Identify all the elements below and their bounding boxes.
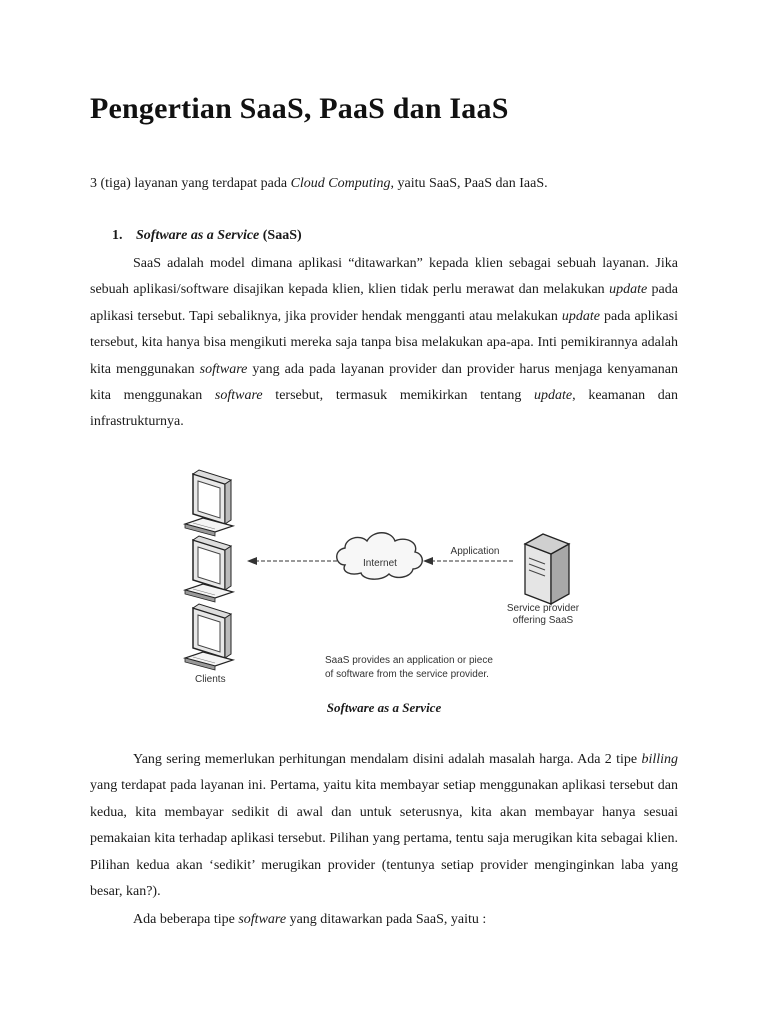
client-computer-icon <box>185 470 233 536</box>
emphasis-run: software <box>238 912 287 927</box>
text-run: , keamanan dan infrastrukturnya. <box>90 388 678 430</box>
internet-cloud-icon <box>337 533 423 579</box>
text-run: pada aplikasi tersebut. Tapi sebaliknya, jika provider hendak mengganti atau melakukan <box>90 282 678 324</box>
paragraph-billing <box>90 747 678 905</box>
section-heading-saas <box>112 228 302 244</box>
section-title-rest: (SaaS) <box>259 228 302 243</box>
server-icon <box>525 534 569 604</box>
saas-note-line2: of software from the service provider. <box>325 669 489 680</box>
page-title: Pengertian SaaS, PaaS dan IaaS <box>90 92 509 125</box>
figure-caption: Software as a Service <box>326 700 442 715</box>
section-title-emphasis: Software as a Service <box>136 228 260 243</box>
arrow-head-left <box>423 557 433 565</box>
saas-note-line1: SaaS provides an application or piece <box>325 655 493 666</box>
text-run: yang terdapat pada layanan ini. Pertama, yaitu kita membayar setiap menggunakan aplikasi tersebut dan kedua, kita membayar sedikit di awal dan untuk seterusnya, kita akan membayar hanya sesuai pemakaian kita terhadap aplikasi tersebut. Pilihan yang pertama, tentu saja merugikan kita sebagai klien. Pilihan kedua akan ‘sedikit’ merugikan provider (tentunya setiap provider menginginkan laba yang besar, kan?). <box>90 778 678 900</box>
clients-label: Clients <box>195 674 226 685</box>
emphasis-run: update <box>561 308 601 324</box>
saas-diagram <box>175 462 595 690</box>
intro-text-end: , yaitu SaaS, PaaS dan IaaS. <box>390 176 548 191</box>
text-run: tersebut, termasuk memikirkan tentang <box>262 388 535 404</box>
application-label: Application <box>450 546 500 557</box>
provider-label-line1: Service provider <box>506 603 580 614</box>
text-run: SaaS adalah model dimana aplikasi “ditawarkan” kepada klien sebagai sebuah layanan. Jika sebuah aplikasi/software disajikan kepada klien, klien tidak perlu merawat dan melakukan <box>90 256 678 298</box>
emphasis-run: update <box>534 388 573 404</box>
text-run: Ada beberapa tipe <box>133 912 239 927</box>
internet-label: Internet <box>363 558 397 569</box>
saas-diagram-svg <box>175 462 595 690</box>
client-computer-icon <box>185 604 233 670</box>
emphasis-run: billing <box>641 752 678 767</box>
emphasis-run: software <box>214 388 263 404</box>
emphasis-run: update <box>609 282 648 298</box>
text-run: Yang sering memerlukan perhitungan mendalam disini adalah masalah harga. Ada 2 tipe <box>133 752 642 767</box>
section-number: 1. <box>112 228 123 243</box>
provider-label-line2: offering SaaS <box>512 615 574 626</box>
client-computer-icon <box>185 536 233 602</box>
paragraph-saas-definition <box>90 251 678 436</box>
intro-emphasis: Cloud Computing <box>290 176 391 191</box>
intro-text: 3 (tiga) layanan yang terdapat pada <box>90 176 291 191</box>
intro-paragraph <box>90 174 548 194</box>
text-run: yang ada pada layanan provider dan provider harus menjaga kenyamanan kita menggunakan <box>90 361 678 404</box>
text-run: pada aplikasi tersebut, kita hanya bisa mengikuti mereka saja tanpa bisa melakukan apa-apa. Inti pemikirannya adalah kita menggunakan <box>90 308 678 377</box>
emphasis-run: software <box>199 361 248 377</box>
arrow-head-left <box>247 557 257 565</box>
text-run: yang ditawarkan pada SaaS, yaitu : <box>286 912 487 927</box>
paragraph-software-types <box>90 907 678 933</box>
